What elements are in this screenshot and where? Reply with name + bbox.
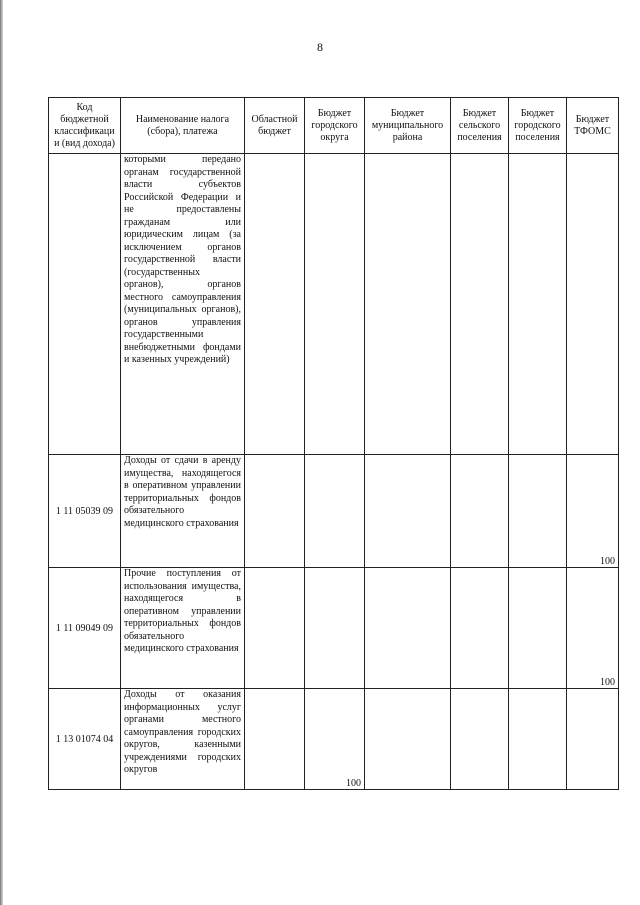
row-municipal-district-value: [365, 568, 451, 689]
row-code: 1 11 05039 09: [49, 455, 121, 568]
row-tfoms-value: [567, 154, 619, 455]
header-code: Код бюджетной классификаци и (вид дохода): [49, 98, 121, 154]
page-number: 8: [317, 40, 323, 54]
row-city-district-value: [305, 568, 365, 689]
row-regional-value: [245, 455, 305, 568]
row-code: 1 11 09049 09: [49, 568, 121, 689]
header-tax-name: Наименование налога (сбора), платежа: [121, 98, 245, 154]
row-urban-settlement-value: [509, 568, 567, 689]
row-rural-settlement-value: [451, 154, 509, 455]
row-tfoms-value: [567, 689, 619, 790]
table-header-row: [49, 98, 619, 154]
row-municipal-district-value: [365, 455, 451, 568]
row-municipal-district-value: [365, 154, 451, 455]
row-tax-name: которыми передано органам государственной власти субъектов Российской Федерации и не предоставлены гражданам или юридическим лицам (за исключением органов государственной власти (государственных органов), органов местного самоуправления (муниципальных органов), органов управления государственными внебюджетными фондами и казенных учреждений): [121, 154, 245, 455]
header-municipal-district-budget: Бюджет муниципального района: [365, 98, 451, 154]
row-code: 1 13 01074 04: [49, 689, 121, 790]
row-tfoms-value: 100: [567, 568, 619, 689]
row-regional-value: [245, 689, 305, 790]
row-tfoms-value: 100: [567, 455, 619, 568]
header-urban-settlement-budget: Бюджет городского поселения: [509, 98, 567, 154]
row-tax-name: Доходы от сдачи в аренду имущества, находящегося в оперативном управлении территориальных фондов обязательного медицинского страхования: [121, 455, 245, 568]
row-city-district-value: [305, 455, 365, 568]
table-row: [49, 455, 619, 568]
table-row: [49, 568, 619, 689]
row-urban-settlement-value: [509, 154, 567, 455]
header-regional-budget: Областной бюджет: [245, 98, 305, 154]
row-urban-settlement-value: [509, 455, 567, 568]
header-tfoms-budget: Бюджет ТФОМС: [567, 98, 619, 154]
row-rural-settlement-value: [451, 455, 509, 568]
row-urban-settlement-value: [509, 689, 567, 790]
table-row: [49, 154, 619, 455]
row-regional-value: [245, 154, 305, 455]
row-tax-name: Доходы от оказания информационных услуг органами местного самоуправления городских округов, казенными учреждениями городских округов: [121, 689, 245, 790]
row-city-district-value: [305, 154, 365, 455]
row-regional-value: [245, 568, 305, 689]
header-rural-settlement-budget: Бюджет сельского поселения: [451, 98, 509, 154]
table-row: [49, 689, 619, 790]
scan-edge: [0, 0, 3, 905]
row-code: [49, 154, 121, 455]
budget-table: [48, 97, 619, 790]
row-tax-name: Прочие поступления от использования имущества, находящегося в оперативном управлении территориальных фондов обязательного медицинского страхования: [121, 568, 245, 689]
row-municipal-district-value: [365, 689, 451, 790]
row-city-district-value: 100: [305, 689, 365, 790]
row-rural-settlement-value: [451, 568, 509, 689]
row-rural-settlement-value: [451, 689, 509, 790]
header-city-district-budget: Бюджет городского округа: [305, 98, 365, 154]
